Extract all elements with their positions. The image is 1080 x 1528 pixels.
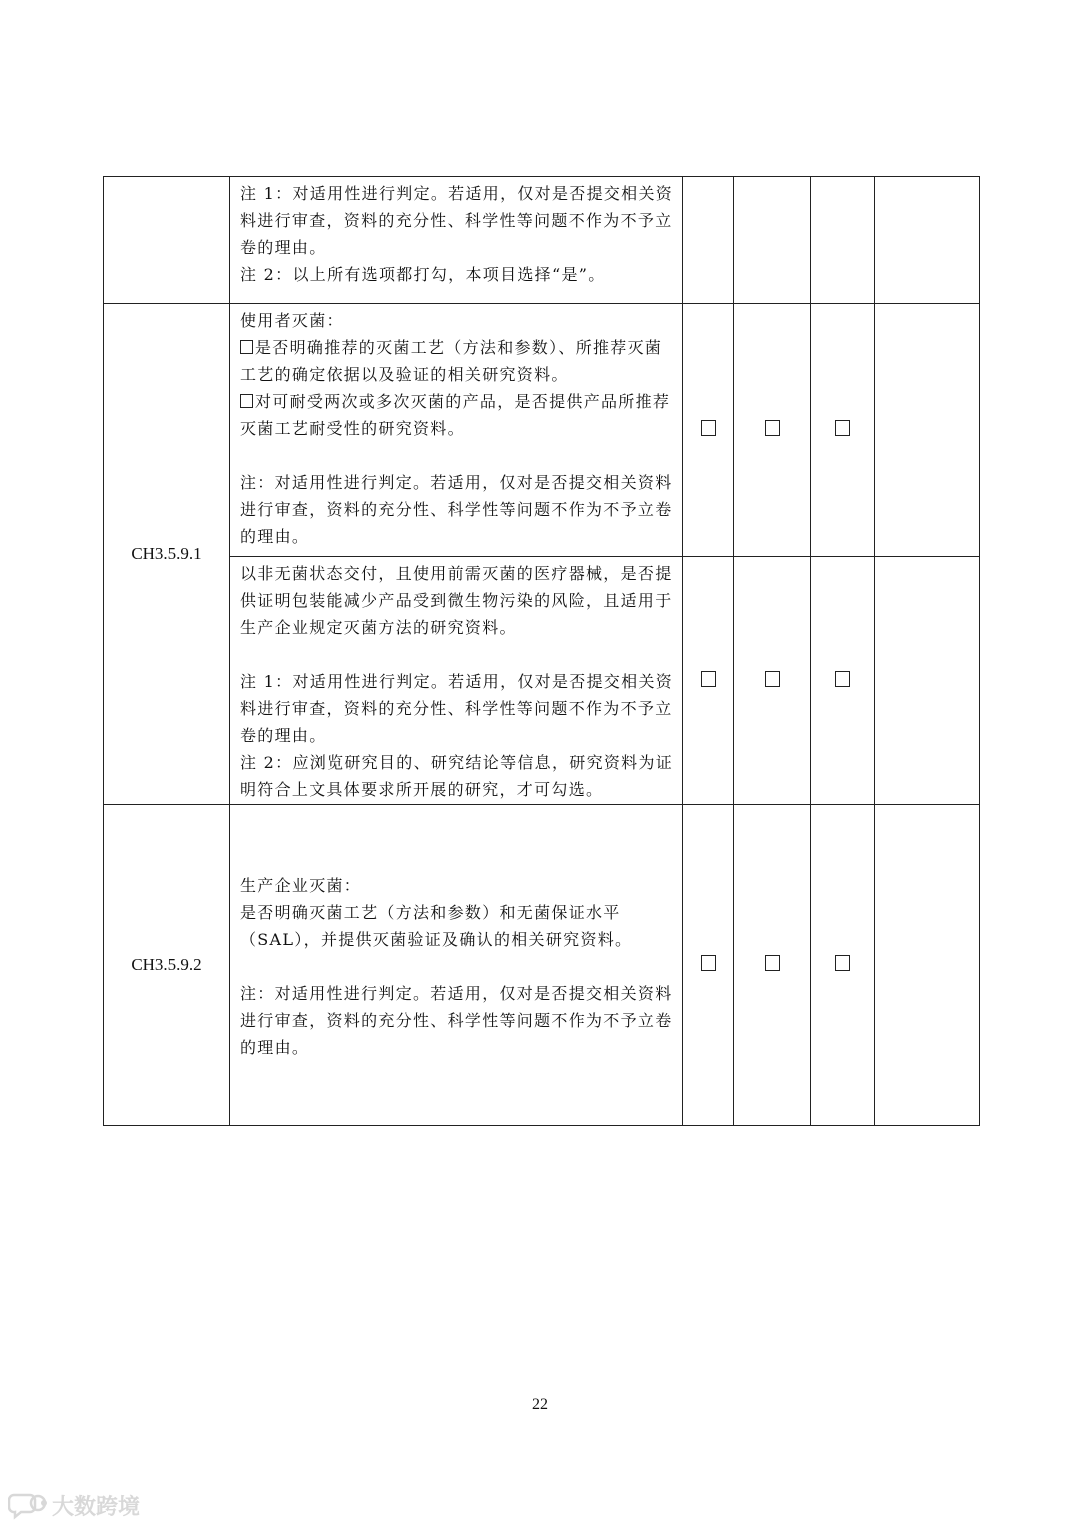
check-cell-na — [811, 304, 875, 557]
table-row — [104, 177, 980, 304]
remarks-cell — [875, 177, 980, 304]
note-text: 注：对适用性进行判定。若适用，仅对是否提交相关资料进行审查，资料的充分性、科学性等问题不作为不予立卷的理由。 — [240, 984, 673, 1057]
requirement-text: 是否明确灭菌工艺（方法和参数）和无菌保证水平（SAL），并提供灭菌验证及确认的相关研究资料。 — [240, 903, 633, 949]
item-code: CH3.5.9.1 — [104, 304, 230, 805]
section-title: 使用者灭菌： — [240, 311, 344, 330]
item-code: CH3.5.9.2 — [104, 805, 230, 1126]
content-cell — [230, 557, 683, 805]
check-cell — [683, 177, 734, 304]
check-cell-yes — [683, 805, 734, 1126]
check-cell-yes — [683, 304, 734, 557]
option-checkbox[interactable] — [240, 394, 253, 408]
check-cell — [811, 177, 875, 304]
note-text: 注 1：对适用性进行判定。若适用，仅对是否提交相关资料进行审查，资料的充分性、科学性等问题不作为不予立卷的理由。 — [240, 672, 674, 745]
remarks-cell — [875, 557, 980, 805]
option-label: 对可耐受两次或多次灭菌的产品，是否提供产品所推荐灭菌工艺耐受性的研究资料。 — [240, 392, 671, 438]
chat-bubble-logo-icon — [8, 1491, 48, 1521]
note-text: 注：对适用性进行判定。若适用，仅对是否提交相关资料进行审查，资料的充分性、科学性等问题不作为不予立卷的理由。 — [240, 473, 673, 546]
table-row — [104, 304, 980, 557]
content-cell — [230, 304, 683, 557]
check-cell-no — [734, 805, 811, 1126]
check-cell-no — [734, 557, 811, 805]
check-cell-no — [734, 304, 811, 557]
requirement-text: 以非无菌状态交付，且使用前需灭菌的医疗器械，是否提供证明包装能减少产品受到微生物污染的风险，且适用于生产企业规定灭菌方法的研究资料。 — [240, 564, 673, 637]
yes-checkbox[interactable] — [701, 955, 716, 971]
option-label: 是否明确推荐的灭菌工艺（方法和参数）、所推荐灭菌工艺的确定依据以及验证的相关研究资料。 — [240, 338, 663, 384]
remarks-cell — [875, 304, 980, 557]
table-row — [104, 557, 980, 805]
note-text: 注 2：应浏览研究目的、研究结论等信息，研究资料为证明符合上文具体要求所开展的研究，才可勾选。 — [240, 753, 674, 799]
check-cell — [734, 177, 811, 304]
yes-checkbox[interactable] — [701, 671, 716, 687]
code-cell — [104, 177, 230, 304]
check-cell-na — [811, 805, 875, 1126]
option-item — [240, 388, 674, 442]
remarks-cell — [875, 805, 980, 1126]
page-number: 22 — [532, 1396, 548, 1413]
option-item — [240, 334, 674, 388]
table-row — [104, 805, 980, 1126]
watermark — [8, 1490, 140, 1521]
option-checkbox[interactable] — [240, 340, 253, 354]
content-cell — [230, 805, 683, 1126]
note-text: 注 1：对适用性进行判定。若适用，仅对是否提交相关资料进行审查，资料的充分性、科学性等问题不作为不予立卷的理由。 — [240, 184, 674, 257]
watermark-text: 大数跨境 — [52, 1495, 141, 1520]
na-checkbox[interactable] — [835, 955, 850, 971]
review-table — [103, 176, 980, 1126]
yes-checkbox[interactable] — [701, 420, 716, 436]
check-cell-yes — [683, 557, 734, 805]
section-title: 生产企业灭菌： — [240, 876, 362, 895]
note-text: 注 2：以上所有选项都打勾，本项目选择“是”。 — [240, 265, 606, 284]
no-checkbox[interactable] — [765, 420, 780, 436]
na-checkbox[interactable] — [835, 671, 850, 687]
content-cell — [230, 177, 683, 304]
no-checkbox[interactable] — [765, 671, 780, 687]
check-cell-na — [811, 557, 875, 805]
no-checkbox[interactable] — [765, 955, 780, 971]
na-checkbox[interactable] — [835, 420, 850, 436]
